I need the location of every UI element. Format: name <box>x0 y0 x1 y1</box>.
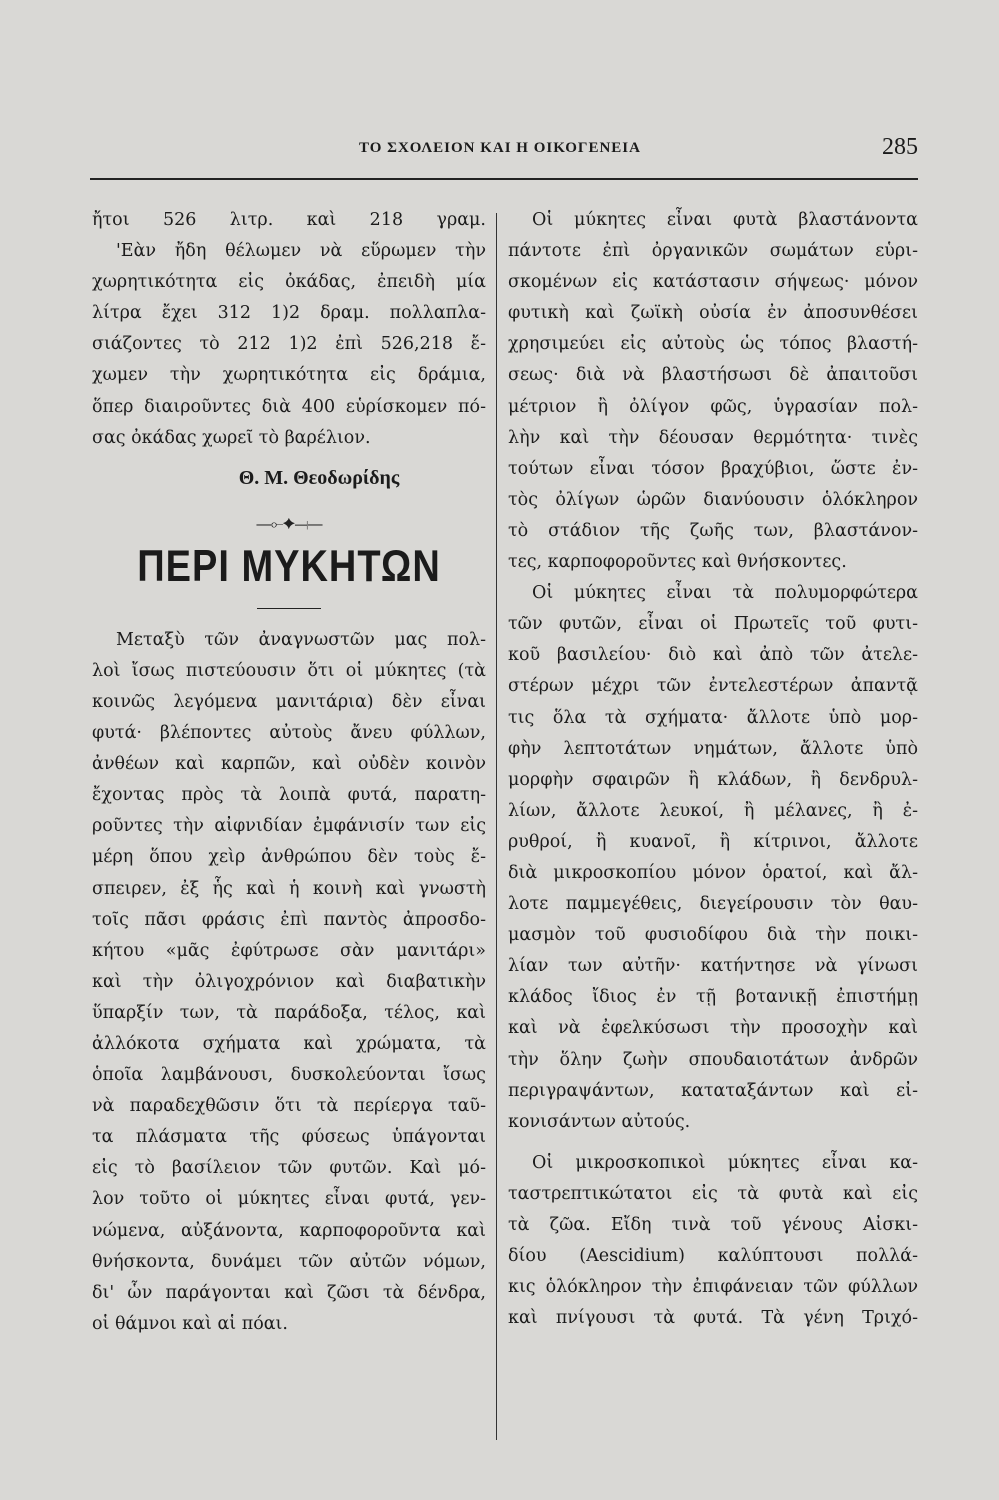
text-line: κονισάντων αὐτούς. <box>508 1111 691 1132</box>
text-line: μέτριον ἢ ὀλίγον φῶς, ὑγρασίαν πολ- <box>508 396 918 417</box>
text-line: ὕπαρξίν των, τὰ παράδοξα, τέλος, καὶ <box>92 1002 486 1023</box>
text-line: δίου (Aescidium) καλύπτουσι πολλά- <box>508 1246 918 1267</box>
text-line: κοῦ βασιλείου· διὸ καὶ ἀπὸ τῶν ἀτελε- <box>508 645 918 666</box>
text-line: ἀλλόκοτα σχήματα καὶ χρώματα, τὰ <box>92 1033 486 1054</box>
text-line: καὶ τὴν ὀλιγοχρόνιον καὶ διαβατικὴν <box>92 971 486 992</box>
text-line: τις ὅλα τὰ σχήματα· ἄλλοτε ὑπὸ μορ- <box>508 707 918 728</box>
text-line: ἀνθέων καὶ καρπῶν, καὶ οὐδὲν κοινὸν <box>92 754 486 775</box>
text-line: χωμεν τὴν χωρητικότητα εἰς δράμια, <box>92 365 486 386</box>
text-line: Μεταξὺ τῶν ἀναγνωστῶν μας πολ- <box>116 629 486 650</box>
text-line: μασμὸν τοῦ φυσιοδίφου διὰ τὴν ποικι- <box>508 925 918 946</box>
text-line: φυτά· βλέποντες αὐτοὺς ἄνευ φύλλων, <box>92 723 486 744</box>
paragraph-2 <box>508 578 918 1138</box>
text-line: μορφὴν σφαιρῶν ἢ κλάδων, ἢ δενδρυλ- <box>508 769 918 790</box>
author-signature: Θ. Μ. Θεοδωρίδης <box>238 466 400 489</box>
text-line: πάντοτε ἐπὶ ὀργανικῶν σωμάτων εὑρι- <box>508 241 918 262</box>
text-line: ρυθροί, ἢ κυανοῖ, ἢ κίτρινοι, ἄλλοτε <box>508 831 918 852</box>
text-line: ἔχοντας πρὸς τὰ λοιπὰ φυτά, παρατη- <box>92 785 486 806</box>
text-line: τὴν ὅλην ζωὴν σπουδαιοτάτων ἀνδρῶν <box>508 1049 918 1070</box>
text-line: τα πλάσματα τῆς φύσεως ὑπάγονται <box>92 1127 486 1148</box>
text-line: νώμενα, αὐξάνοντα, καρποφοροῦντα καὶ <box>92 1220 486 1241</box>
text-line: Οἱ μύκητες εἶναι φυτὰ βλαστάνοντα <box>532 210 918 230</box>
text-line: εἰς τὸ βασίλειον τῶν φυτῶν. Καὶ μό- <box>92 1158 486 1179</box>
text-line: ὁποῖα λαμβάνουσι, δυσκολεύονται ἴσως <box>92 1065 486 1086</box>
text-line: σκομένων εἰς κατάστασιν σήψεως· μόνον <box>508 272 918 293</box>
text-line: λὴν καὶ τὴν δέουσαν θερμότητα· τινὲς <box>508 427 918 448</box>
text-line: νὰ παραδεχθῶσιν ὅτι τὰ περίεργα ταῦ- <box>92 1096 486 1117</box>
article-title: ΠΕΡΙ ΜΥΚΗΤΩΝ <box>137 541 441 592</box>
text-line: κήτου «μᾶς ἐφύτρωσε σὰν μανιτάρι» <box>92 940 486 961</box>
text-line: δι' ὧν παράγονται καὶ ζῶσι τὰ δένδρα, <box>92 1282 486 1303</box>
text-line: κις ὁλόκληρον τὴν ἐπιφάνειαν τῶν φύλλων <box>508 1277 918 1298</box>
text-line: σεως· διὰ νὰ βλαστήσωσι δὲ ἀπαιτοῦσι <box>508 365 918 386</box>
text-line: λίτρα ἔχει 312 1)2 δραμ. πολλαπλα- <box>92 303 486 324</box>
text-line: καὶ πνίγουσι τὰ φυτά. Τὰ γένη Τριχό- <box>508 1308 918 1329</box>
text-line: τῶν φυτῶν, εἶναι οἱ Πρωτεῖς τοῦ φυτι- <box>508 614 918 635</box>
page-number: 285 <box>882 134 918 160</box>
paragraph-3 <box>508 1148 918 1335</box>
text-line: σας ὀκάδας χωρεῖ τὸ βαρέλιον. <box>92 427 371 448</box>
right-column <box>508 205 918 1334</box>
text-line: στέρων μέχρι τῶν ἐντελεστέρων ἀπαντᾷ <box>508 676 918 697</box>
text-line: λίων, ἄλλοτε λευκοί, ἢ μέλανες, ἢ ἐ- <box>508 800 918 821</box>
text-line: λοτε παμμεγέθεις, διεγείρουσιν τὸν θαυ- <box>508 894 918 915</box>
text-line: σπειρεν, ἐξ ἧς καὶ ἡ κοινὴ καὶ γνωστὴ <box>92 878 486 899</box>
text-line: διὰ μικροσκοπίου μόνον ὁρατοί, καὶ ἄλ- <box>508 862 918 883</box>
text-line: τὰ ζῶα. Εἴδη τινὰ τοῦ γένους Αἰσκι- <box>508 1215 918 1235</box>
intro-paragraph <box>92 205 486 454</box>
text-line: τοῖς πᾶσι φράσις ἐπὶ παντὸς ἀπροσδο- <box>92 909 486 930</box>
text-line: τες, καρποφοροῦντες καὶ θνήσκοντες. <box>508 552 847 573</box>
running-title: ΤΟ ΣΧΟΛΕΙΟΝ ΚΑΙ Η ΟΙΚΟΓΕΝΕΙΑ <box>359 140 641 156</box>
title-rule <box>257 608 321 609</box>
text-line: φὴν λεπτοτάτων νημάτων, ἄλλοτε ὑπὸ <box>508 738 918 759</box>
text-line: τούτων εἶναι τόσον βραχύβιοι, ὥστε ἐν- <box>508 458 918 479</box>
left-column <box>92 205 486 1340</box>
text-line: λίαν των αὐτῆν· κατήντησε νὰ γίνωσι <box>508 956 918 977</box>
text-line: τὸς ὀλίγων ὡρῶν διανύουσιν ὁλόκληρον <box>508 489 918 510</box>
text-line: μέρη ὅπου χεὶρ ἀνθρώπου δὲν τοὺς ἔ- <box>92 847 486 868</box>
paragraph-gap <box>508 1138 918 1148</box>
text-line: σιάζοντες τὸ 212 1)2 ἐπὶ 526,218 ἔ- <box>92 334 486 355</box>
text-line: Οἱ μύκητες εἶναι τὰ πολυμορφώτερα <box>532 583 918 604</box>
ornament-divider: —⟜✦⟞— <box>255 513 323 533</box>
text-line: κοινῶς λεγόμενα μανιτάρια) δὲν εἶναι <box>92 691 486 712</box>
page-header <box>90 136 918 164</box>
text-line: ἤτοι 526 λιτρ. καὶ 218 γραμ. <box>92 210 486 230</box>
header-rule <box>90 178 918 180</box>
article-paragraph <box>92 625 486 1340</box>
text-line: ὅπερ διαιροῦντες διὰ 400 εὑρίσκομεν πό- <box>92 396 486 417</box>
text-line: περιγραψάντων, καταταξάντων καὶ εἰ- <box>508 1080 918 1101</box>
text-line: φυτικὴ καὶ ζωϊκὴ οὐσία ἐν ἀποσυνθέσει <box>508 303 918 324</box>
text-line: χρησιμεύει εἰς αὐτοὺς ὡς τόπος βλαστή- <box>508 334 918 355</box>
text-line: καὶ νὰ ἐφελκύσωσι τὴν προσοχὴν καὶ <box>508 1018 918 1039</box>
column-divider <box>496 213 497 1440</box>
text-line: λοὶ ἴσως πιστεύουσιν ὅτι οἱ μύκητες (τὰ <box>92 660 486 681</box>
text-line: ταστρεπτικώτατοι εἰς τὰ φυτὰ καὶ εἰς <box>508 1183 918 1204</box>
text-line: 'Εὰν ἤδη θέλωμεν νὰ εὕρωμεν τὴν <box>116 241 486 262</box>
paragraph-1 <box>508 205 918 578</box>
text-line: κλάδος ἴδιος ἐν τῇ βοτανικῇ ἐπιστήμῃ <box>508 987 918 1008</box>
text-line: Οἱ μικροσκοπικοὶ μύκητες εἶναι κα- <box>532 1152 918 1173</box>
text-line: θνήσκοντα, δυνάμει τῶν αὐτῶν νόμων, <box>92 1251 486 1272</box>
text-line: χωρητικότητα εἰς ὀκάδας, ἐπειδὴ μία <box>92 272 486 293</box>
text-line: τὸ στάδιον τῆς ζωῆς των, βλαστάνον- <box>508 520 918 541</box>
text-line: οἱ θάμνοι καὶ αἱ πόαι. <box>92 1313 288 1334</box>
text-line: λον τοῦτο οἱ μύκητες εἶναι φυτά, γεν- <box>92 1189 486 1210</box>
text-line: ροῦντες τὴν αἰφνιδίαν ἐμφάνισίν των εἰς <box>92 816 486 837</box>
